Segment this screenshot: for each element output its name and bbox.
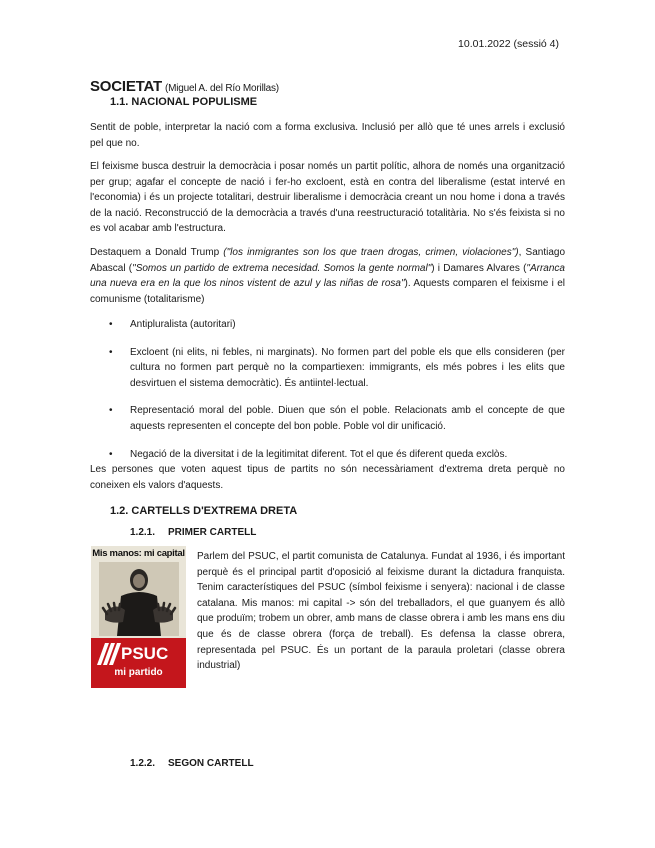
bullet-icon: • xyxy=(109,346,113,358)
para3-d: ). Aquests comparen el feixisme i el comunisme (totalitarisme) xyxy=(90,278,565,305)
list-item-text: Negació de la diversitat i de la legitimitat diferent. Tot el que és diferent queda exclòs. xyxy=(130,448,508,460)
bullet-icon: • xyxy=(109,448,113,460)
quote-trump: ("los inmigrantes son los que traen drogas, crimen, violaciones") xyxy=(223,247,519,258)
heading-1-1: 1.1. NACIONAL POPULISME xyxy=(110,96,258,108)
paragraph-destaquem xyxy=(90,245,565,307)
list-item xyxy=(90,345,565,392)
quote-alvares: "Arranca una nueva era en la que los ninos vistent de azul y las niñas de rosa" xyxy=(90,262,565,290)
psuc-logo-text: PSUC xyxy=(121,644,169,663)
paragraph-feixisme: El feixisme busca destruir la democràcia i posar només un partit polític, alhora de només una organització per grup; agafar el concepte de nació i fer-ho excloent, està en contra del liberalisme (estat intervé en l'economia) i és un projecte totalitari, destruir liberalisme i democràcia creant un nou home i dona a través de la nació. Reconstrucció de la democràcia a través d'una reestructuració totalitària. No s'és feixista si no es vol acabar amb l'estructura. xyxy=(90,161,565,235)
quote-abascal: "Somos un partido de extrema necesidad. Somos la gente normal" xyxy=(132,262,432,274)
heading-1-2-1 xyxy=(130,527,256,538)
heading-label: SEGON CARTELL xyxy=(168,758,254,769)
section-title: SOCIETAT xyxy=(90,78,163,95)
poster-photo xyxy=(99,562,179,636)
paragraph-sentit-poble: Sentit de poble, interpretar la nació com a forma exclusiva. Inclusió per allò que té unes arrels i exclusió pel que no. xyxy=(90,122,565,149)
heading-number: 1.2.2. xyxy=(130,758,156,769)
list-item-text: Antipluralista (autoritari) xyxy=(130,319,236,330)
para3-c: ) i Damares Alvares ( xyxy=(431,262,527,274)
list-item xyxy=(90,447,565,463)
heading-1-2: 1.2. CARTELLS D'EXTREMA DRETA xyxy=(110,505,298,517)
bullet-icon: • xyxy=(109,319,113,330)
para3-b: , Santiago Abascal ( xyxy=(90,247,566,274)
heading-label: PRIMER CARTELL xyxy=(168,527,257,538)
poster-caption: mi partido xyxy=(114,667,163,678)
bullet-icon: • xyxy=(109,405,113,417)
paragraph-psuc: Parlem del PSUC, el partit comunista de Catalunya. Fundat al 1936, i és important perquè és el principal partit d'oposició al feixisme durant la dictadura franquista. Tenim característiques del PSUC (símbol feixisme i senyera): nacional i de classe catalana. Mis manos: mi capital -> són del treballadors, el que guanyem és allò que produïm; trobem un obrer, amb mans de classe obrera i amb les mans ens diu que és de classe obrera (força de treball). Es defensa la classe obrera, representada pel PSUC. És un portant de la paraula proletari (classe obrera industrial) xyxy=(197,551,565,672)
psuc-poster-image xyxy=(91,546,186,688)
list-item-text: Representació moral del poble. Diuen que són el poble. Relacionats amb el concepte de que aquests representen el concepte del bon poble. Poble vol dir unificació. xyxy=(130,405,565,432)
section-author: (Miguel A. del Río Morillas) xyxy=(165,83,279,94)
para3-a: Destaquem a Donald Trump xyxy=(90,247,224,258)
section-title-line xyxy=(90,78,279,95)
heading-1-2-2 xyxy=(130,758,254,769)
poster-slogan: Mis manos: mi capital xyxy=(92,548,185,559)
worker-figure-icon xyxy=(99,562,179,636)
bullet-list xyxy=(90,317,565,474)
paragraph-votants: Les persones que voten aquest tipus de partits no són necessàriament d'extrema dreta perquè no coneixen els valors d'aquests. xyxy=(90,464,565,491)
session-date: 10.01.2022 (sessió 4) xyxy=(458,38,559,50)
heading-number: 1.2.1. xyxy=(130,527,156,538)
list-item xyxy=(90,317,565,333)
list-item xyxy=(90,403,565,434)
list-item-text: Excloent (ni elits, ni febles, ni marginats). No formen part del poble els que ells consideren (per cultura no formen part perquè no la compartiexen: immigrants, els més pobres i les elits que desvirtuen el sistema democràtic). És antiintel·lectual. xyxy=(130,346,565,389)
